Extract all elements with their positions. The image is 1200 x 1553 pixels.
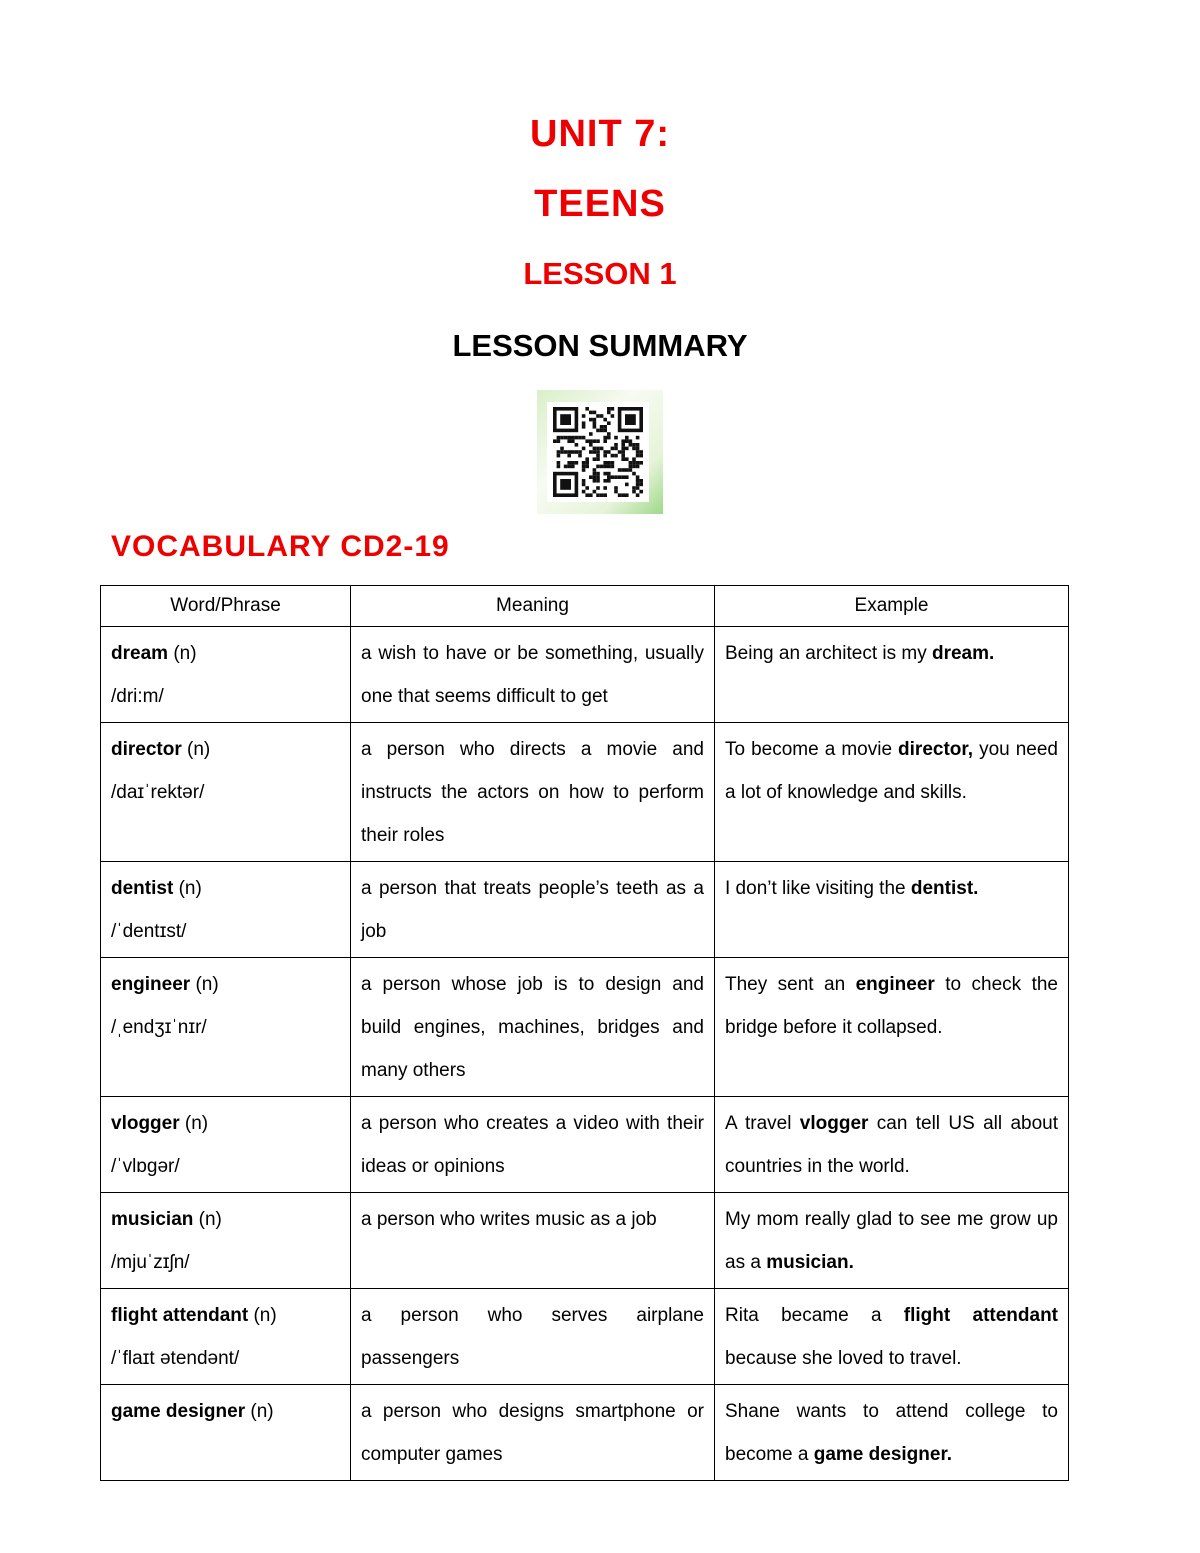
table-row <box>101 958 1069 1097</box>
lesson-summary-title: LESSON SUMMARY <box>452 328 748 363</box>
word-cell <box>101 1385 351 1481</box>
table-row <box>101 627 1069 723</box>
example-text-after: because she loved to travel. <box>725 1348 962 1369</box>
part-of-speech: (n) <box>253 1305 277 1326</box>
meaning-cell: a person who creates a video with their ideas or opinions <box>351 1097 715 1193</box>
example-highlight: director, <box>898 739 974 760</box>
pronunciation: /ˌendʒɪˈnɪr/ <box>111 1017 207 1038</box>
word-text: flight attendant <box>111 1305 249 1326</box>
example-text-before: A travel <box>725 1113 800 1134</box>
table-row <box>101 1097 1069 1193</box>
example-cell <box>715 1289 1069 1385</box>
example-text-before: I don’t like visiting the <box>725 878 911 899</box>
word-cell <box>101 627 351 723</box>
word-cell <box>101 723 351 862</box>
example-cell <box>715 1385 1069 1481</box>
meaning-cell: a person whose job is to design and build engines, machines, bridges and many others <box>351 958 715 1097</box>
example-cell <box>715 627 1069 723</box>
word-cell <box>101 1289 351 1385</box>
pronunciation: /ˈflaɪt ətendənt/ <box>111 1348 240 1369</box>
word-text: musician <box>111 1209 194 1230</box>
example-cell <box>715 1097 1069 1193</box>
example-text-before: Rita became a <box>725 1305 904 1326</box>
table-row <box>101 1385 1069 1481</box>
table-header-row <box>101 586 1069 627</box>
example-text-before: My mom really glad to see me grow up as a <box>725 1209 1058 1273</box>
example-cell <box>715 1193 1069 1289</box>
example-text-after: can tell US all about countries in the world. <box>725 1113 1058 1177</box>
column-header-meaning: Meaning <box>351 586 715 627</box>
table-row <box>101 1289 1069 1385</box>
table-row <box>101 862 1069 958</box>
word-text: director <box>111 739 182 760</box>
example-cell <box>715 723 1069 862</box>
table-row <box>101 723 1069 862</box>
part-of-speech: (n) <box>195 974 219 995</box>
pronunciation: /daɪˈrektər/ <box>111 782 205 803</box>
meaning-cell: a person who directs a movie and instructs the actors on how to perform their roles <box>351 723 715 862</box>
example-highlight: vlogger <box>799 1113 869 1134</box>
lesson-title: LESSON 1 <box>523 256 677 291</box>
unit-title: UNIT 7: <box>530 113 670 155</box>
topic-title: TEENS <box>534 183 666 225</box>
word-text: dentist <box>111 878 174 899</box>
column-header-example: Example <box>715 586 1069 627</box>
part-of-speech: (n) <box>178 878 202 899</box>
example-text-after: you need a lot of knowledge and skills. <box>725 739 1058 803</box>
example-highlight: game designer. <box>813 1444 953 1465</box>
word-cell <box>101 1193 351 1289</box>
example-highlight: flight attendant <box>903 1305 1058 1326</box>
example-highlight: dentist. <box>910 878 979 899</box>
example-highlight: musician. <box>766 1252 854 1273</box>
meaning-cell: a person who writes music as a job <box>351 1193 715 1289</box>
part-of-speech: (n) <box>187 739 211 760</box>
pronunciation: /ˈdentɪst/ <box>111 921 187 942</box>
part-of-speech: (n) <box>250 1401 274 1422</box>
word-text: dream <box>111 643 169 664</box>
word-text: game designer <box>111 1401 246 1422</box>
meaning-cell: a person who serves airplane passengers <box>351 1289 715 1385</box>
meaning-cell: a person that treats people’s teeth as a job <box>351 862 715 958</box>
example-cell <box>715 862 1069 958</box>
meaning-cell: a person who designs smartphone or computer games <box>351 1385 715 1481</box>
pronunciation: /ˈvlɒgər/ <box>111 1156 180 1177</box>
word-cell <box>101 862 351 958</box>
vocabulary-table <box>100 585 1069 1481</box>
word-cell <box>101 958 351 1097</box>
pronunciation: /dri:m/ <box>111 686 164 707</box>
qr-code-icon <box>547 402 649 502</box>
word-cell <box>101 1097 351 1193</box>
word-text: engineer <box>111 974 191 995</box>
part-of-speech: (n) <box>173 643 197 664</box>
part-of-speech: (n) <box>198 1209 222 1230</box>
table-row <box>101 1193 1069 1289</box>
qr-code-image <box>537 390 663 514</box>
example-highlight: dream. <box>931 643 995 664</box>
part-of-speech: (n) <box>184 1113 209 1134</box>
example-text-before: Shane wants to attend college to become a <box>725 1401 1058 1465</box>
example-highlight: engineer <box>855 974 935 995</box>
column-header-word: Word/Phrase <box>101 586 351 627</box>
example-text-after: to check the bridge before it collapsed. <box>725 974 1058 1038</box>
example-text-before: They sent an <box>725 974 856 995</box>
example-text-before: Being an architect is my <box>725 643 932 664</box>
meaning-cell: a wish to have or be something, usually one that seems difficult to get <box>351 627 715 723</box>
word-text: vlogger <box>111 1113 180 1134</box>
example-text-before: To become a movie <box>725 739 899 760</box>
example-cell <box>715 958 1069 1097</box>
vocabulary-heading: VOCABULARY CD2-19 <box>111 530 450 563</box>
pronunciation: /mjuˈzɪʃn/ <box>111 1252 190 1273</box>
